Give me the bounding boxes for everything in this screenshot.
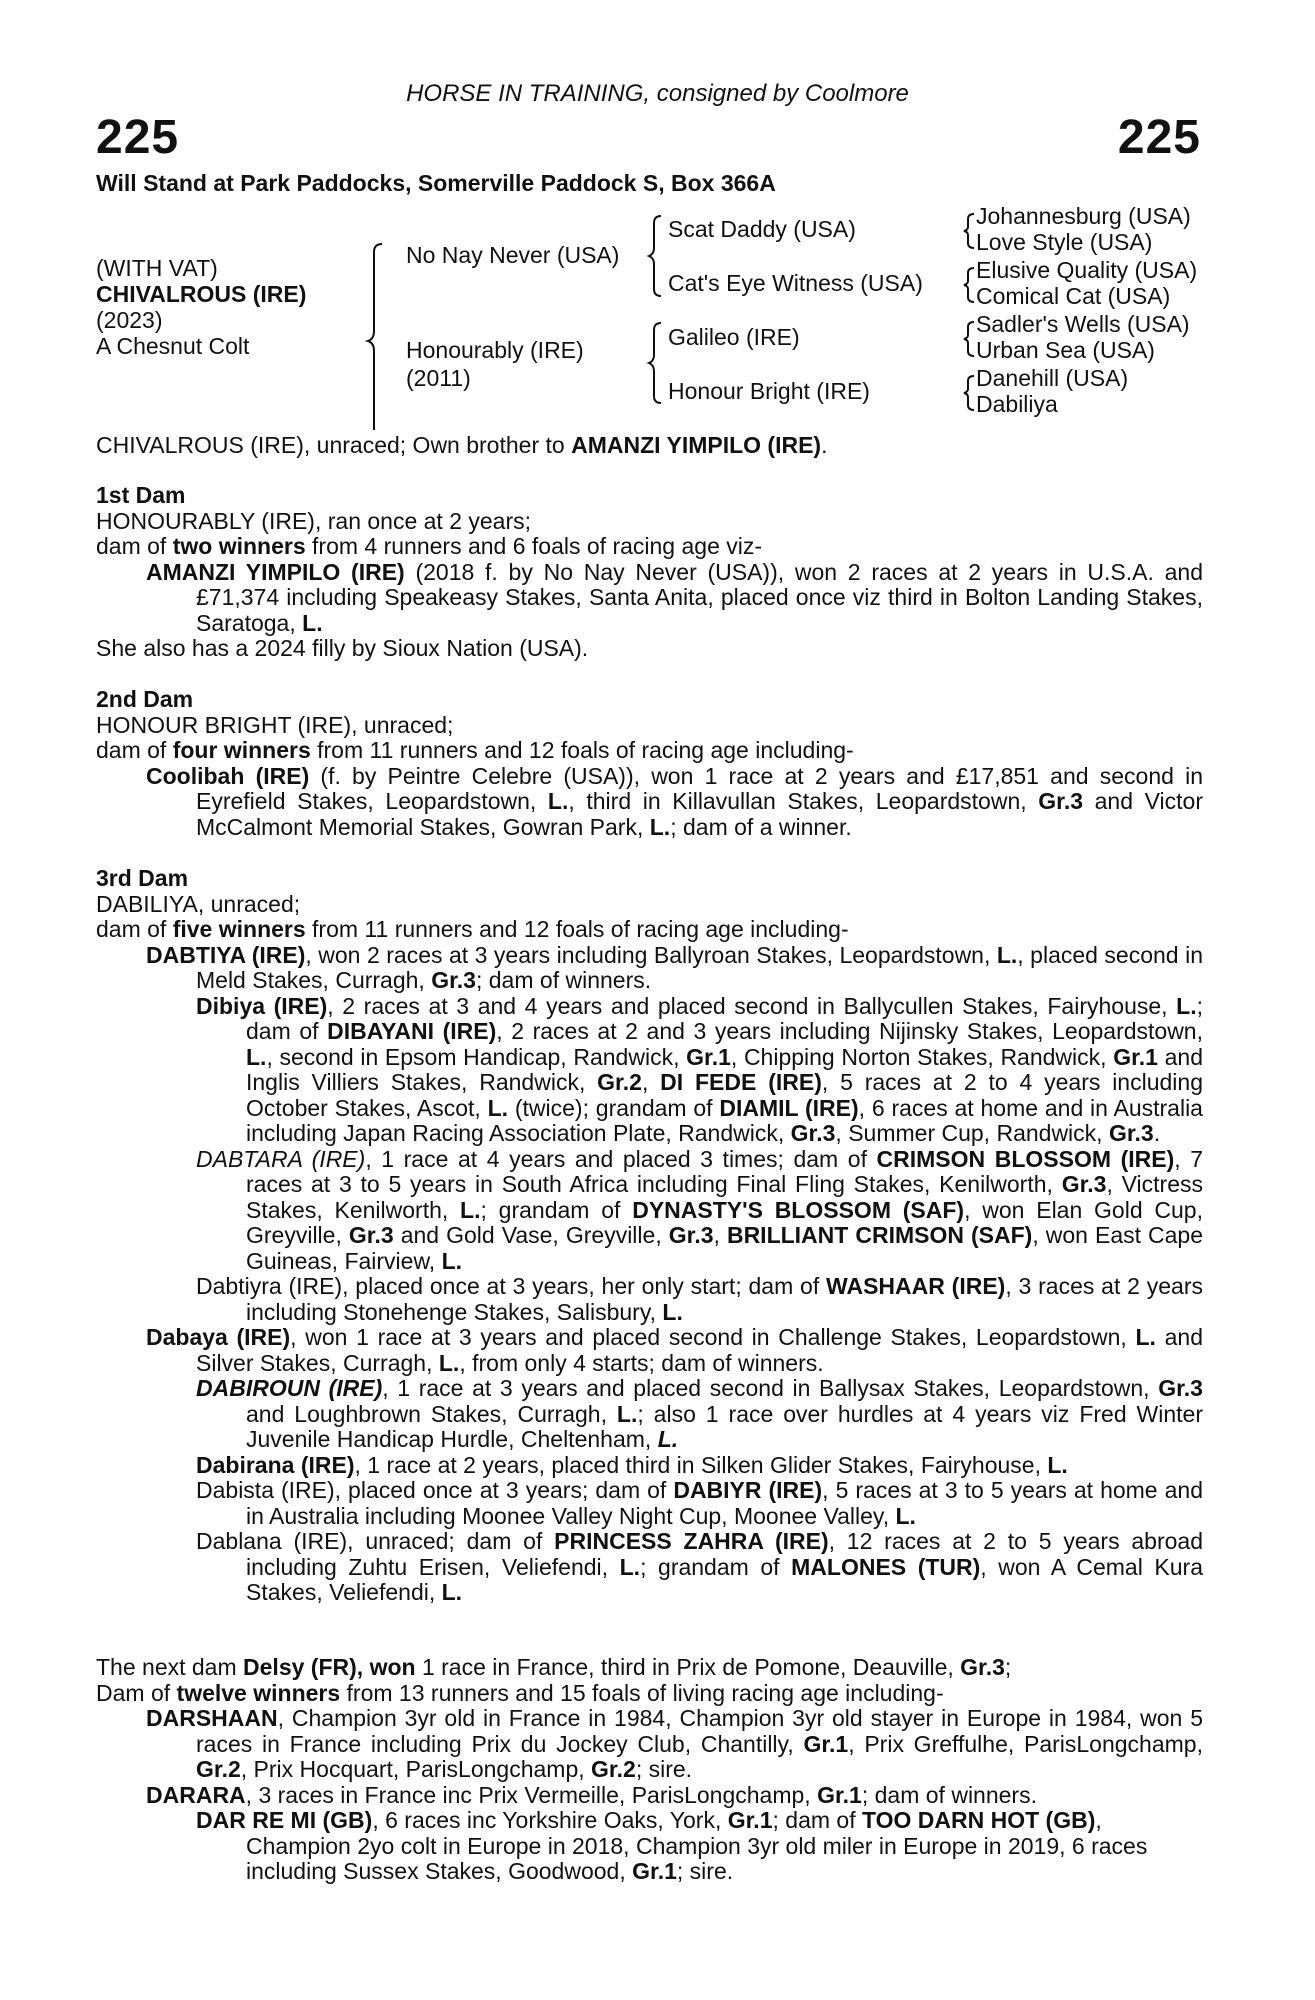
- sibling-name: AMANZI YIMPILO (IRE): [571, 432, 822, 458]
- sire-sire: Scat Daddy (USA): [668, 216, 856, 242]
- third-dam-heading: 3rd Dam: [96, 865, 189, 891]
- ssd: Love Style (USA): [976, 229, 1153, 255]
- page-header-title: HORSE IN TRAINING, consigned by Coolmore: [406, 80, 909, 107]
- dam-name: Honourably (IRE): [406, 337, 584, 363]
- progeny-dabiroun: DABIROUN (IRE), 1 race at 3 years and placed second in Ballysax Stakes, Leopardstown, Gr.3 and Loughbrown Stakes, Curragh, L.; also 1 race over hurdles at 4 years viz Fred Winter Juvenile Handicap Hurdle, Cheltenham, L.: [196, 1375, 1203, 1452]
- second-dam-section: 2nd Dam HONOUR BRIGHT (IRE), unraced; dam of four winners from 11 runners and 12 foals of racing age including- Coolibah (IRE) (f. by Peintre Celebre (USA)), won 1 race at 2 years and £17,851 and second in Eyrefield Stakes, Leopardstown, L., third in Killavullan Stakes, Leopardstown, Gr.3 and Victor McCalmont Memorial Stakes, Gowran Park, L.; dam of a winner.: [96, 686, 1203, 840]
- progeny-dabtiya: DABTIYA (IRE), won 2 races at 3 years including Ballyroan Stakes, Leopardstown, L., placed second in Meld Stakes, Curragh, Gr.3; dam of winners.: [146, 941, 1203, 993]
- horse-year: (2023): [96, 307, 163, 333]
- intro-line: CHIVALROUS (IRE), unraced; Own brother to AMANZI YIMPILO (IRE).: [96, 432, 828, 458]
- first-dam-heading: 1st Dam: [96, 482, 186, 508]
- lot-number-left: 225: [96, 111, 180, 164]
- brace-generation-1: [368, 244, 382, 430]
- dam-dam: Honour Bright (IRE): [668, 378, 870, 404]
- brace-galileo: [964, 322, 974, 356]
- sire-dam: Cat's Eye Witness (USA): [668, 270, 923, 296]
- progeny-dabtara: DABTARA (IRE), 1 race at 4 years and placed 3 times; dam of CRIMSON BLOSSOM (IRE), 7 races at 3 to 5 years in South Africa including Final Fling Stakes, Kenilworth, Gr.3, Victress Stakes, Kenilworth, L.; grandam of DYNASTY'S BLOSSOM (SAF), won Elan Gold Cup, Greyville, Gr.3 and Gold Vase, Greyville, Gr.3, BRILLIANT CRIMSON (SAF), won East Cape Guineas, Fairview, L.: [196, 1145, 1204, 1274]
- progeny-dibiya: Dibiya (IRE), 2 races at 3 and 4 years and placed second in Ballycullen Stakes, Fairyhouse, L.; dam of DIBAYANI (IRE), 2 races at 2 and 3 years including Nijinsky Stakes, Leopardstown, L., second in Epsom Handicap, Randwick, Gr.1, Chipping Norton Stakes, Randwick, Gr.1 and Inglis Villiers Stakes, Randwick, Gr.2, DI FEDE (IRE), 5 races at 2 to 4 years including October Stakes, Ascot, L. (twice); grandam of DIAMIL (IRE), 6 races at home and in Australia including Japan Racing Association Plate, Randwick, Gr.3, Summer Cup, Randwick, Gr.3.: [196, 992, 1204, 1146]
- second-dam-heading: 2nd Dam: [96, 686, 194, 712]
- progeny-dabista: Dabista (IRE), placed once at 3 years; dam of DABIYR (IRE), 5 races at 3 to 5 years at home and in Australia including Moonee Valley Night Cup, Moonee Valley, L.: [196, 1477, 1203, 1529]
- stand-location: Will Stand at Park Paddocks, Somerville Paddock S, Box 366A: [96, 170, 776, 196]
- progeny-dabaya: Dabaya (IRE), won 1 race at 3 years and placed second in Challenge Stakes, Leopardstown, L. and Silver Stakes, Curragh, L., from only 4 starts; dam of winners.: [146, 1324, 1203, 1376]
- brace-dam: [649, 323, 661, 403]
- progeny-dablana: Dablana (IRE), unraced; dam of PRINCESS ZAHRA (IRE), 12 races at 2 to 5 years abroad including Zuhtu Erisen, Veliefendi, L.; grandam of MALONES (TUR), won A Cemal Kura Stakes, Veliefendi, L.: [196, 1528, 1203, 1605]
- sire-name: No Nay Never (USA): [406, 242, 620, 268]
- brace-honour-bright: [964, 376, 974, 410]
- progeny-amanzi: AMANZI YIMPILO (IRE) (2018 f. by No Nay Never (USA)), won 2 races at 2 years in U.S.A. and £71,374 including Speakeasy Stakes, Santa Anita, placed once viz third in Bolton Landing Stakes, Saratoga, L.: [146, 558, 1203, 636]
- ddd: Dabiliya: [976, 391, 1058, 417]
- third-dam-section: 3rd Dam DABILIYA, unraced; dam of five winners from 11 runners and 12 foals of racing age including- DABTIYA (IRE), won 2 races at 3 years including Ballyroan Stakes, Leopardstown, L., placed second in Meld Stakes, Curragh, Gr.3; dam of winners. Dibiya (IRE), 2 races at 3 and 4 years and placed second in Ballycullen Stakes, Fairyhouse, L.; dam of DIBAYANI (IRE), 2 races at 2 and 3 years including Nijinsky Stakes, Leopardstown, L., second in Epsom Handicap, Randwick, Gr.1, Chipping Norton Stakes, Randwick, Gr.1 and Inglis Villiers Stakes, Randwick, Gr.2, DI FEDE (IRE), 5 races at 2 to 4 years including October Stakes, Ascot, L. (twice); grandam of DIAMIL (IRE), 6 races at home and in Australia including Japan Racing Association Plate, Randwick, Gr.3, Summer Cup, Randwick, Gr.3. DABTARA (IRE), 1 race at 4 years and placed 3 times; dam of CRIMSON BLOSSOM (IRE), 7 races at 3 to 5 years in South Africa including Final Fling Stakes, Kenilworth, Gr.3, Victress Stakes, Kenilworth, L.; grandam of DYNASTY'S BLOSSOM (SAF), won Elan Gold Cup, Greyville, Gr.3 and Gold Vase, Greyville, Gr.3, BRILLIANT CRIMSON (SAF), won East Cape Guineas, Fairview, L. Dabtiyra (IRE), placed once at 3 years, her only start; dam of WASHAAR (IRE), 3 races at 2 years including Stonehenge Stakes, Salisbury, L. Dabaya (IRE), won 1 race at 3 years and placed second in Challenge Stakes, Leopardstown, L. and Silver Stakes, Curragh, L., from only 4 starts; dam of winners. DABIROUN (IRE), 1 race at 3 years and placed second in Ballysax Stakes, Leopardstown, Gr.3 and Loughbrown Stakes, Curragh, L.; also 1 race over hurdles at 4 years viz Fred Winter Juvenile Handicap Hurdle, Cheltenham, L. Dabirana (IRE), 1 race at 2 years, placed third in Silken Glider Stakes, Fairyhouse, L. Dabista (IRE), placed once at 3 years; dam of DABIYR (IRE), 5 races at 3 to 5 years at home and in Australia including Moonee Valley Night Cup, Moonee Valley, L. Dablana (IRE), unraced; dam of PRINCESS ZAHRA (IRE), 12 races at 2 to 5 years abroad including Zuhtu Erisen, Veliefendi, L.; grandam of MALONES (TUR), won A Cemal Kura Stakes, Veliefendi, L.: [96, 865, 1204, 1605]
- brace-sire: [649, 216, 661, 296]
- brace-scat-daddy: [964, 214, 974, 248]
- sss: Johannesburg (USA): [976, 203, 1191, 229]
- dam-sire: Galileo (IRE): [668, 324, 800, 350]
- first-dam-section: 1st Dam HONOURABLY (IRE), ran once at 2 years; dam of two winners from 4 runners and 6 foals of racing age viz- AMANZI YIMPILO (IRE) (2018 f. by No Nay Never (USA)), won 2 races at 2 years in U.S.A. and £71,374 including Speakeasy Stakes, Santa Anita, placed once viz third in Bolton Landing Stakes, Saratoga, L. She also has a 2024 filly by Sioux Nation (USA).: [96, 482, 1203, 661]
- sds: Elusive Quality (USA): [976, 257, 1198, 283]
- progeny-dar-re-mi: DAR RE MI (GB), 6 races inc Yorkshire Oaks, York, Gr.1; dam of TOO DARN HOT (GB), Champion 2yo colt in Europe in 2018, Champion 3yr old miler in Europe in 2019, 6 races including Sussex Stakes, Goodwood, Gr.1; sire.: [196, 1807, 1148, 1884]
- horse-name: CHIVALROUS (IRE): [96, 281, 307, 307]
- vat-label: (WITH VAT): [96, 255, 218, 281]
- dds: Danehill (USA): [976, 365, 1129, 391]
- horse-description: A Chesnut Colt: [96, 333, 250, 359]
- progeny-darshaan: DARSHAAN, Champion 3yr old in France in 1984, Champion 3yr old stayer in Europe in 1984, won 5 races in France including Prix du Jockey Club, Chantilly, Gr.1, Prix Greffulhe, ParisLongchamp, Gr.2, Prix Hocquart, ParisLongchamp, Gr.2; sire.: [146, 1705, 1203, 1782]
- progeny-coolibah: Coolibah (IRE) (f. by Peintre Celebre (USA)), won 1 race at 2 years and £17,851 and second in Eyrefield Stakes, Leopardstown, L., third in Killavullan Stakes, Leopardstown, Gr.3 and Victor McCalmont Memorial Stakes, Gowran Park, L.; dam of a winner.: [146, 762, 1203, 840]
- dam-year: (2011): [406, 365, 471, 391]
- brace-cats-eye: [964, 268, 974, 302]
- lot-number-right: 225: [1117, 111, 1201, 164]
- progeny-dabtiyra: Dabtiyra (IRE), placed once at 3 years, her only start; dam of WASHAAR (IRE), 3 races at 2 years including Stonehenge Stakes, Salisbury, L.: [196, 1273, 1203, 1325]
- next-dam-section: The next dam Delsy (FR), won 1 race in France, third in Prix de Pomone, Deauville, Gr.3; Dam of twelve winners from 13 runners and 15 foals of living racing age including- DARSHAAN, Champion 3yr old in France in 1984, Champion 3yr old stayer in Europe in 1984, won 5 races in France including Prix du Jockey Club, Chantilly, Gr.1, Prix Greffulhe, ParisLongchamp, Gr.2, Prix Hocquart, ParisLongchamp, Gr.2; sire. DARARA, 3 races in France inc Prix Vermeille, ParisLongchamp, Gr.1; dam of winners. DAR RE MI (GB), 6 races inc Yorkshire Oaks, York, Gr.1; dam of TOO DARN HOT (GB), Champion 2yo colt in Europe in 2018, Champion 3yr old miler in Europe in 2019, 6 races including Sussex Stakes, Goodwood, Gr.1; sire.: [96, 1654, 1203, 1884]
- sdd: Comical Cat (USA): [976, 283, 1171, 309]
- dsd: Urban Sea (USA): [976, 337, 1155, 363]
- progeny-dabirana: Dabirana (IRE), 1 race at 2 years, placed third in Silken Glider Stakes, Fairyhouse, L.: [196, 1451, 1068, 1478]
- dss: Sadler's Wells (USA): [976, 311, 1190, 337]
- progeny-darara: DARARA, 3 races in France inc Prix Vermeille, ParisLongchamp, Gr.1; dam of winners.: [146, 1781, 1037, 1808]
